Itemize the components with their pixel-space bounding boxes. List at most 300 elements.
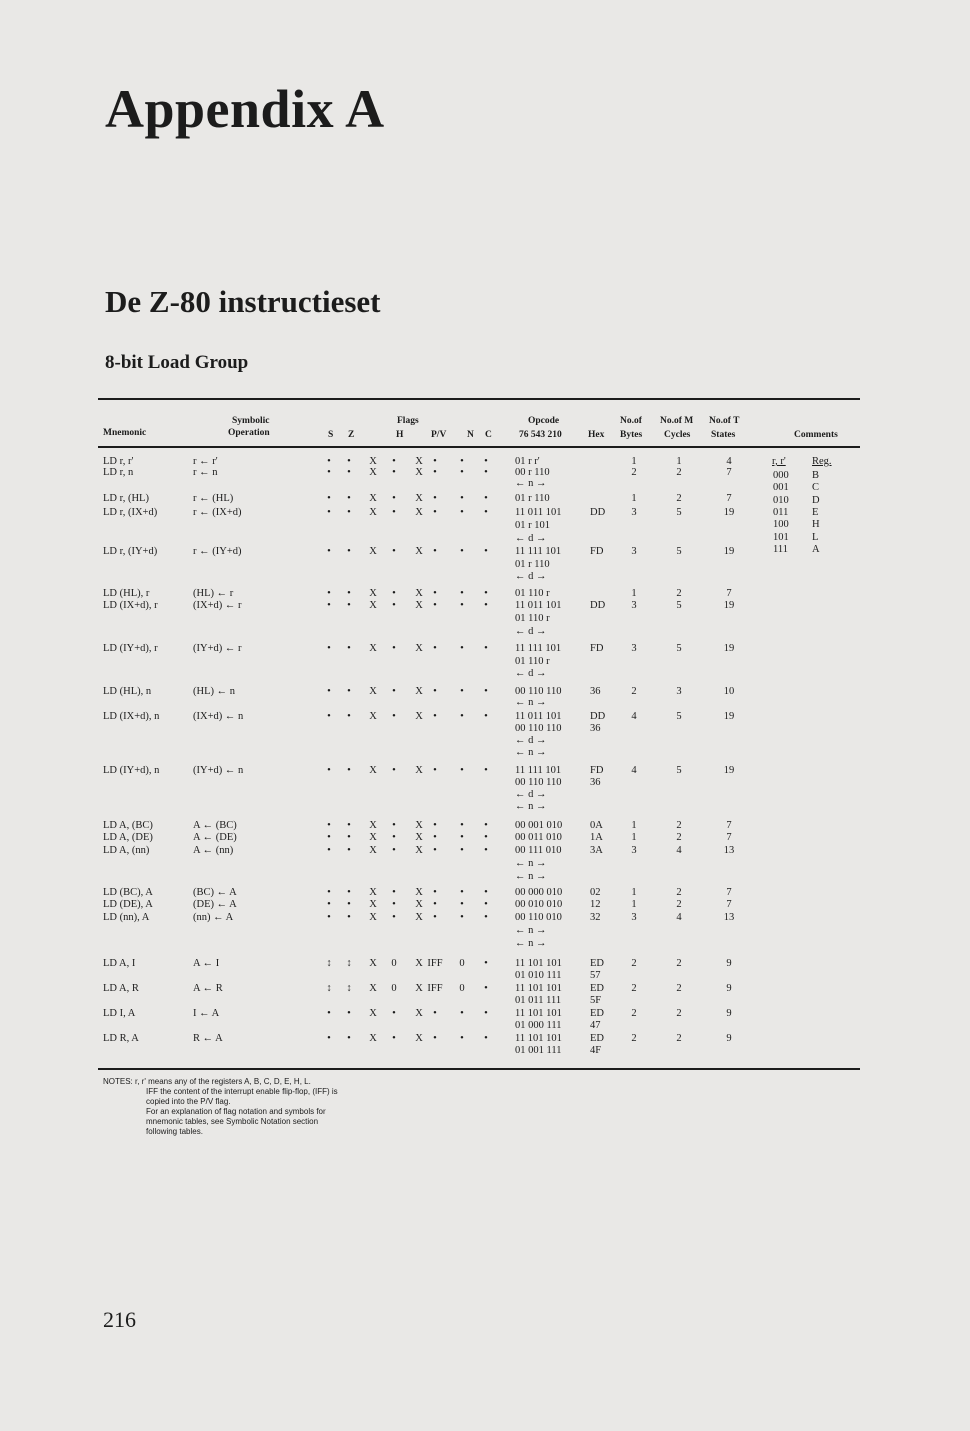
flag-cell: • [460, 456, 464, 467]
note-line: copied into the P/V flag. [146, 1097, 231, 1106]
flag-cell: • [484, 1033, 488, 1044]
flag-cell: • [392, 887, 396, 898]
opcode-bits-cell: ← d → [515, 789, 547, 800]
opcode-bits-cell: 01 001 111 [515, 1045, 562, 1056]
table-row [0, 559, 970, 571]
flag-cell: • [392, 832, 396, 843]
m-cycles-cell: 4 [676, 845, 682, 856]
flag-cell: • [460, 1008, 464, 1019]
note-line: For an explanation of flag notation and symbols for [146, 1107, 326, 1116]
operation-cell: (IX+d) ← r [193, 600, 242, 611]
t-states-cell: 7 [726, 887, 732, 898]
opcode-bits-cell: 00 110 110 [515, 723, 562, 734]
opcode-bits-cell: 11 111 101 [515, 546, 562, 557]
flag-cell: X [415, 1008, 423, 1019]
mnemonic-cell: LD r, (HL) [103, 493, 149, 504]
mnemonic-cell: LD (HL), n [103, 686, 152, 697]
flag-cell: • [347, 643, 351, 654]
notes [103, 1077, 338, 1137]
note-line: NOTES: r, r' means any of the registers A, B, C, D, E, H, L. [103, 1077, 311, 1086]
opcode-bits-cell: 01 r 110 [515, 493, 550, 504]
mnemonic-cell: LD (HL), r [103, 588, 150, 599]
flag-cell: X [369, 546, 377, 557]
flag-cell: • [460, 643, 464, 654]
opcode-bits-cell: 11 011 101 [515, 711, 562, 722]
opcode-bits-cell: ← n → [515, 925, 547, 936]
operation-cell: (nn) ← A [193, 912, 234, 923]
flag-cell: ↕ [346, 958, 352, 969]
t-states-cell: 9 [726, 983, 732, 994]
table-row [0, 571, 970, 583]
operation-cell: A ← R [193, 983, 223, 994]
bytes-cell: 4 [631, 711, 637, 722]
flag-cell: 0 [459, 983, 465, 994]
mnemonic-cell: LD (IX+d), n [103, 711, 160, 722]
operation-cell: r ← (IX+d) [193, 507, 242, 518]
flag-cell: X [415, 686, 423, 697]
flag-cell: • [392, 912, 396, 923]
flag-cell: X [369, 600, 377, 611]
flag-cell: • [327, 643, 331, 654]
flag-cell: • [460, 820, 464, 831]
flag-cell: X [415, 493, 423, 504]
flag-cell: • [327, 899, 331, 910]
flag-cell: IFF [427, 958, 443, 969]
flag-cell: X [369, 588, 377, 599]
opcode-hex-cell: 47 [590, 1020, 601, 1031]
flag-cell: • [433, 887, 437, 898]
table-top-rule [98, 398, 860, 400]
flag-cell: • [433, 845, 437, 856]
mnemonic-cell: LD r, n [103, 467, 134, 478]
t-states-cell: 9 [726, 1008, 732, 1019]
flag-cell: • [327, 845, 331, 856]
flag-cell: • [484, 643, 488, 654]
mnemonic-cell: LD (IX+d), r [103, 600, 158, 611]
opcode-bits-cell: 11 101 101 [515, 1008, 562, 1019]
bytes-cell: 2 [631, 1008, 637, 1019]
flag-cell: • [484, 899, 488, 910]
flag-cell: • [392, 467, 396, 478]
flag-cell: • [433, 686, 437, 697]
flag-cell: • [460, 899, 464, 910]
header-flag-z: Z [348, 430, 355, 440]
flag-cell: • [484, 456, 488, 467]
flag-cell: • [433, 456, 437, 467]
opcode-hex-cell: DD [590, 711, 606, 722]
mnemonic-cell: LD R, A [103, 1033, 139, 1044]
flag-cell: • [460, 765, 464, 776]
opcode-bits-cell: 01 011 111 [515, 995, 562, 1006]
opcode-bits-cell: ← d → [515, 735, 547, 746]
table-row [0, 723, 970, 735]
flag-cell: • [347, 456, 351, 467]
opcode-bits-cell: ← d → [515, 668, 547, 679]
register-name: A [812, 543, 820, 555]
flag-cell: • [484, 958, 488, 969]
flag-cell: X [369, 456, 377, 467]
table-row [0, 925, 970, 937]
flag-cell: • [392, 643, 396, 654]
header-comments: Comments [794, 430, 838, 440]
flag-cell: • [484, 507, 488, 518]
opcode-bits-cell: 00 010 010 [515, 899, 563, 910]
opcode-bits-cell: 01 010 111 [515, 970, 562, 981]
m-cycles-cell: 2 [676, 1008, 682, 1019]
flag-cell: 0 [459, 958, 465, 969]
mnemonic-cell: LD A, (BC) [103, 820, 153, 831]
opcode-bits-cell: ← d → [515, 533, 547, 544]
opcode-hex-cell: 1A [590, 832, 603, 843]
flag-cell: • [460, 845, 464, 856]
table-row [0, 938, 970, 950]
flag-cell: X [369, 983, 377, 994]
opcode-hex-cell: 02 [590, 887, 601, 898]
bytes-cell: 3 [631, 912, 637, 923]
table-row [0, 735, 970, 747]
opcode-bits-cell: ← n → [515, 858, 547, 869]
operation-cell: r ← (HL) [193, 493, 234, 504]
flag-cell: • [433, 765, 437, 776]
flag-cell: • [327, 887, 331, 898]
flag-cell: • [327, 832, 331, 843]
table-row [0, 887, 970, 899]
flag-cell: • [347, 493, 351, 504]
t-states-cell: 7 [726, 493, 732, 504]
header-opcode-bits: 76 543 210 [519, 430, 562, 440]
flag-cell: • [327, 1033, 331, 1044]
table-row [0, 711, 970, 723]
flag-cell: • [392, 507, 396, 518]
m-cycles-cell: 2 [676, 493, 682, 504]
opcode-bits-cell: 01 000 111 [515, 1020, 562, 1031]
mnemonic-cell: LD A, (nn) [103, 845, 150, 856]
opcode-hex-cell: ED [590, 958, 604, 969]
flag-cell: X [415, 983, 423, 994]
opcode-bits-cell: 11 111 101 [515, 765, 562, 776]
flag-cell: X [415, 456, 423, 467]
flag-cell: • [392, 711, 396, 722]
t-states-cell: 13 [723, 845, 735, 856]
table-row [0, 995, 970, 1007]
operation-cell: r ← (IY+d) [193, 546, 242, 557]
m-cycles-cell: 2 [676, 588, 682, 599]
flag-cell: 0 [391, 983, 397, 994]
flag-cell: X [415, 958, 423, 969]
flag-cell: X [415, 845, 423, 856]
mnemonic-cell: LD r, (IY+d) [103, 546, 158, 557]
flag-cell: X [369, 643, 377, 654]
opcode-hex-cell: 0A [590, 820, 603, 831]
opcode-bits-cell: 01 110 r [515, 656, 550, 667]
opcode-hex-cell: 36 [590, 777, 601, 788]
bytes-cell: 1 [631, 820, 637, 831]
operation-cell: r ← n [193, 467, 218, 478]
flag-cell: • [460, 546, 464, 557]
opcode-bits-cell: 11 101 101 [515, 958, 562, 969]
header-opcode: Opcode [528, 416, 560, 426]
mnemonic-cell: LD A, R [103, 983, 139, 994]
flag-cell: • [460, 711, 464, 722]
flag-cell: • [484, 887, 488, 898]
register-name: E [812, 506, 819, 518]
bytes-cell: 3 [631, 546, 637, 557]
table-bottom-rule [98, 1068, 860, 1070]
t-states-cell: 19 [723, 600, 735, 611]
flag-cell: • [433, 467, 437, 478]
flag-cell: • [433, 600, 437, 611]
flag-cell: • [327, 686, 331, 697]
flag-cell: X [369, 1033, 377, 1044]
mnemonic-cell: LD r, r' [103, 456, 134, 467]
m-cycles-cell: 2 [676, 820, 682, 831]
flag-cell: • [327, 765, 331, 776]
opcode-bits-cell: 00 110 110 [515, 686, 562, 697]
flag-cell: • [392, 546, 396, 557]
t-states-cell: 13 [723, 912, 735, 923]
table-row [0, 1008, 970, 1020]
header-operation: Operation [228, 428, 270, 438]
operation-cell: R ← A [193, 1033, 223, 1044]
flag-cell: • [392, 588, 396, 599]
m-cycles-cell: 5 [676, 643, 682, 654]
register-name: B [812, 470, 820, 481]
flag-cell: X [369, 958, 377, 969]
register-name: C [812, 482, 820, 494]
flag-cell: • [460, 887, 464, 898]
flag-cell: X [415, 820, 423, 831]
table-row [0, 899, 970, 911]
table-row [0, 613, 970, 625]
table-row [0, 820, 970, 832]
flag-cell: X [415, 765, 423, 776]
bytes-cell: 1 [631, 588, 637, 599]
bytes-cell: 2 [631, 1033, 637, 1044]
table-row [0, 533, 970, 545]
opcode-bits-cell: ← n → [515, 478, 547, 489]
bytes-cell: 3 [631, 507, 637, 518]
header-no-m: No.of M [660, 416, 694, 426]
flag-cell: X [415, 643, 423, 654]
register-code: 011 [773, 506, 789, 518]
m-cycles-cell: 3 [676, 686, 682, 697]
flag-cell: • [327, 493, 331, 504]
flag-cell: • [347, 546, 351, 557]
table-row [0, 1020, 970, 1032]
flag-cell: • [392, 899, 396, 910]
opcode-bits-cell: 11 011 101 [515, 600, 562, 611]
flag-cell: • [460, 507, 464, 518]
opcode-bits-cell: 00 011 010 [515, 832, 562, 843]
m-cycles-cell: 2 [676, 983, 682, 994]
page-number: 216 [103, 1307, 136, 1332]
flag-cell: • [484, 765, 488, 776]
m-cycles-cell: 2 [676, 887, 682, 898]
opcode-bits-cell: 01 r 101 [515, 520, 550, 531]
flag-cell: • [433, 1033, 437, 1044]
m-cycles-cell: 5 [676, 507, 682, 518]
flag-cell: • [433, 899, 437, 910]
m-cycles-cell: 5 [676, 600, 682, 611]
m-cycles-cell: 4 [676, 912, 682, 923]
mnemonic-cell: LD r, (IX+d) [103, 507, 158, 518]
opcode-bits-cell: 11 101 101 [515, 1033, 562, 1044]
flag-cell: X [369, 832, 377, 843]
mnemonic-cell: LD A, I [103, 958, 136, 969]
note-line: mnemonic tables, see Symbolic Notation section [146, 1117, 319, 1126]
opcode-hex-cell: FD [590, 765, 604, 776]
m-cycles-cell: 2 [676, 958, 682, 969]
opcode-bits-cell: ← n → [515, 938, 547, 949]
t-states-cell: 19 [723, 507, 735, 518]
flag-cell: • [347, 1033, 351, 1044]
opcode-bits-cell: 01 r 110 [515, 559, 550, 570]
opcode-bits-cell: 00 111 010 [515, 845, 562, 856]
flag-cell: • [392, 845, 396, 856]
header-flag-h: H [396, 430, 404, 440]
header-flag-pv: P/V [431, 430, 447, 440]
flag-cell: X [369, 845, 377, 856]
mnemonic-cell: LD (IY+d), n [103, 765, 160, 776]
operation-cell: (HL) ← r [193, 588, 234, 599]
register-code: 100 [773, 519, 789, 531]
header-mnemonic: Mnemonic [103, 428, 147, 438]
flag-cell: • [433, 1008, 437, 1019]
flag-cell: • [347, 588, 351, 599]
t-states-cell: 19 [723, 711, 735, 722]
flag-cell: • [347, 467, 351, 478]
flag-cell: X [369, 493, 377, 504]
flag-cell: • [460, 600, 464, 611]
flag-cell: • [347, 845, 351, 856]
flag-cell: • [484, 600, 488, 611]
m-cycles-cell: 2 [676, 899, 682, 910]
m-cycles-cell: 5 [676, 711, 682, 722]
m-cycles-cell: 2 [676, 1033, 682, 1044]
bytes-cell: 2 [631, 467, 637, 478]
flag-cell: • [484, 983, 488, 994]
appendix-title: Appendix A [105, 79, 385, 139]
flag-cell: ↕ [346, 983, 352, 994]
flag-cell: ↕ [326, 958, 332, 969]
bytes-cell: 3 [631, 643, 637, 654]
bytes-cell: 2 [631, 958, 637, 969]
bytes-cell: 1 [631, 899, 637, 910]
bytes-cell: 4 [631, 765, 637, 776]
flag-cell: • [484, 845, 488, 856]
m-cycles-cell: 5 [676, 546, 682, 557]
table-row [0, 643, 970, 655]
t-states-cell: 7 [726, 820, 732, 831]
flag-cell: • [392, 820, 396, 831]
flag-cell: • [327, 912, 331, 923]
flag-cell: • [327, 507, 331, 518]
bytes-cell: 3 [631, 600, 637, 611]
table-row [0, 858, 970, 870]
opcode-hex-cell: FD [590, 643, 604, 654]
table-header-rule [98, 446, 860, 448]
opcode-hex-cell: DD [590, 507, 606, 518]
flag-cell: X [415, 832, 423, 843]
opcode-hex-cell: ED [590, 983, 604, 994]
table-row [0, 588, 970, 600]
flag-cell: X [369, 1008, 377, 1019]
opcode-bits-cell: 11 011 101 [515, 507, 562, 518]
table-row [0, 912, 970, 924]
opcode-hex-cell: 4F [590, 1045, 602, 1056]
mnemonic-cell: LD A, (DE) [103, 832, 153, 843]
header-nobytes: No.of [620, 416, 642, 426]
opcode-bits-cell: 01 110 r [515, 588, 550, 599]
opcode-hex-cell: 3A [590, 845, 603, 856]
operation-cell: I ← A [193, 1008, 220, 1019]
flag-cell: X [415, 588, 423, 599]
flag-cell: • [327, 546, 331, 557]
table-row [0, 789, 970, 801]
group-title: 8-bit Load Group [105, 352, 249, 373]
flag-cell: X [369, 507, 377, 518]
flag-cell: • [433, 507, 437, 518]
flag-cell: • [392, 493, 396, 504]
opcode-bits-cell: ← n → [515, 697, 547, 708]
table-row [0, 697, 970, 709]
flag-cell: X [415, 600, 423, 611]
flag-cell: X [415, 887, 423, 898]
opcode-bits-cell: ← n → [515, 801, 547, 812]
opcode-hex-cell: ED [590, 1033, 604, 1044]
flag-cell: • [433, 820, 437, 831]
table-row [0, 493, 970, 505]
flag-cell: • [433, 546, 437, 557]
mnemonic-cell: LD (BC), A [103, 887, 153, 898]
table-row [0, 747, 970, 759]
m-cycles-cell: 2 [676, 832, 682, 843]
table-row [0, 801, 970, 813]
flag-cell: • [347, 820, 351, 831]
flag-cell: • [327, 467, 331, 478]
opcode-hex-cell: DD [590, 600, 606, 611]
table-row [0, 970, 970, 982]
table-row [0, 1045, 970, 1057]
t-states-cell: 19 [723, 765, 735, 776]
register-name: H [812, 519, 820, 531]
flag-cell: ↕ [326, 983, 332, 994]
flag-cell: • [460, 588, 464, 599]
flag-cell: • [327, 600, 331, 611]
note-line: following tables. [146, 1127, 203, 1136]
opcode-hex-cell: 36 [590, 686, 601, 697]
operation-cell: (IY+d) ← n [193, 765, 244, 776]
operation-cell: A ← (DE) [193, 832, 237, 843]
bytes-cell: 1 [631, 832, 637, 843]
opcode-bits-cell: ← d → [515, 571, 547, 582]
opcode-hex-cell: 57 [590, 970, 601, 981]
opcode-bits-cell: 00 110 110 [515, 777, 562, 788]
flag-cell: • [484, 686, 488, 697]
opcode-bits-cell: ← n → [515, 747, 547, 758]
register-name: L [812, 531, 819, 543]
table-row [0, 765, 970, 777]
flag-cell: • [484, 546, 488, 557]
table-row [0, 600, 970, 612]
flag-cell: • [484, 820, 488, 831]
operation-cell: r ← r' [193, 456, 218, 467]
opcode-bits-cell: 11 101 101 [515, 983, 562, 994]
flag-cell: • [392, 1008, 396, 1019]
bytes-cell: 2 [631, 983, 637, 994]
flag-cell: X [369, 765, 377, 776]
opcode-bits-cell: 01 r r' [515, 456, 540, 467]
